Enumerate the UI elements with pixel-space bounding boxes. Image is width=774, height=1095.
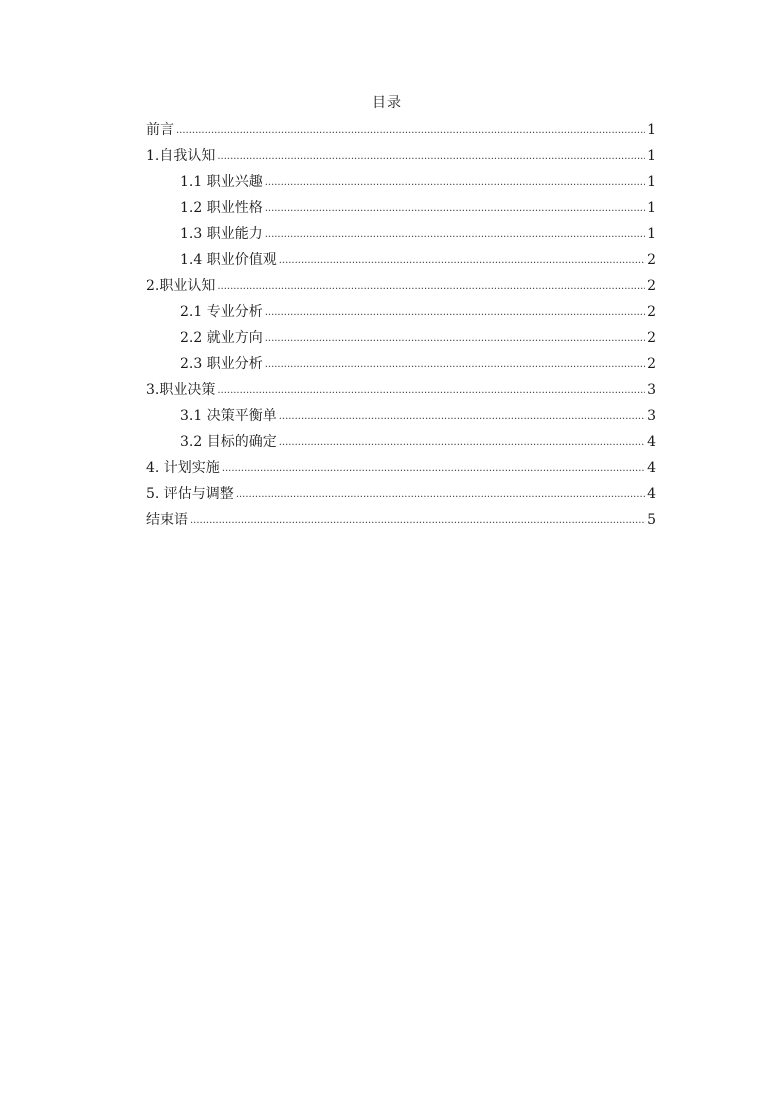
toc-entry-label: 2.3 职业分析 [180, 356, 263, 372]
toc-entry-page-number: 1 [647, 174, 656, 190]
toc-dot-leader [236, 482, 645, 508]
toc-entry-label: 1.2 职业性格 [180, 200, 263, 216]
toc-entry-page-number: 4 [647, 486, 656, 502]
toc-dot-leader [217, 274, 645, 300]
toc-entry[interactable] [146, 325, 656, 351]
toc-dot-leader [265, 300, 645, 326]
toc-entry-label: 1.3 职业能力 [180, 226, 263, 242]
toc-entry-page-number: 1 [647, 226, 656, 242]
toc-entry-label: 3.职业决策 [146, 382, 216, 398]
toc-entry-label: 前言 [146, 122, 174, 138]
toc-dot-leader [279, 248, 645, 274]
toc-entry[interactable] [146, 117, 656, 143]
toc-entry-label: 1.4 职业价值观 [180, 252, 277, 268]
toc-entry-page-number: 2 [647, 252, 656, 268]
toc-entry-label: 结束语 [146, 512, 188, 528]
table-of-contents [146, 117, 656, 533]
toc-entry-page-number: 4 [647, 434, 656, 450]
toc-entry[interactable] [146, 247, 656, 273]
toc-dot-leader [279, 430, 645, 456]
toc-entry[interactable] [146, 195, 656, 221]
toc-entry[interactable] [146, 299, 656, 325]
toc-entry[interactable] [146, 351, 656, 377]
toc-dot-leader [217, 144, 645, 170]
toc-dot-leader [222, 456, 645, 482]
toc-entry-label: 1.自我认知 [146, 148, 216, 164]
toc-entry-page-number: 4 [647, 460, 656, 476]
toc-dot-leader [190, 508, 645, 534]
toc-entry[interactable] [146, 377, 656, 403]
toc-entry-label: 4. 计划实施 [146, 460, 220, 476]
toc-entry-page-number: 1 [647, 200, 656, 216]
toc-entry-label: 1.1 职业兴趣 [180, 174, 263, 190]
toc-entry-page-number: 2 [647, 330, 656, 346]
toc-entry[interactable] [146, 429, 656, 455]
toc-entry[interactable] [146, 143, 656, 169]
toc-entry[interactable] [146, 169, 656, 195]
toc-entry-page-number: 2 [647, 304, 656, 320]
toc-dot-leader [265, 170, 645, 196]
toc-dot-leader [279, 404, 645, 430]
toc-entry-page-number: 1 [647, 148, 656, 164]
toc-entry-label: 5. 评估与调整 [146, 486, 234, 502]
toc-dot-leader [265, 222, 645, 248]
toc-entry-page-number: 1 [647, 122, 656, 138]
toc-entry-label: 2.2 就业方向 [180, 330, 263, 346]
toc-title: 目录 [372, 95, 402, 111]
toc-entry-label: 2.职业认知 [146, 278, 216, 294]
toc-entry-label: 3.1 决策平衡单 [180, 408, 277, 424]
toc-entry[interactable] [146, 507, 656, 533]
toc-entry[interactable] [146, 403, 656, 429]
toc-entry-page-number: 3 [647, 382, 656, 398]
toc-entry-label: 3.2 目标的确定 [180, 434, 277, 450]
toc-entry[interactable] [146, 481, 656, 507]
toc-entry[interactable] [146, 455, 656, 481]
toc-dot-leader [217, 378, 645, 404]
toc-entry[interactable] [146, 221, 656, 247]
toc-dot-leader [265, 196, 645, 222]
toc-dot-leader [176, 118, 645, 144]
toc-entry[interactable] [146, 273, 656, 299]
toc-dot-leader [265, 326, 645, 352]
toc-dot-leader [265, 352, 645, 378]
toc-entry-page-number: 2 [647, 278, 656, 294]
toc-entry-page-number: 2 [647, 356, 656, 372]
toc-entry-page-number: 5 [647, 512, 656, 528]
toc-entry-label: 2.1 专业分析 [180, 304, 263, 320]
toc-entry-page-number: 3 [647, 408, 656, 424]
